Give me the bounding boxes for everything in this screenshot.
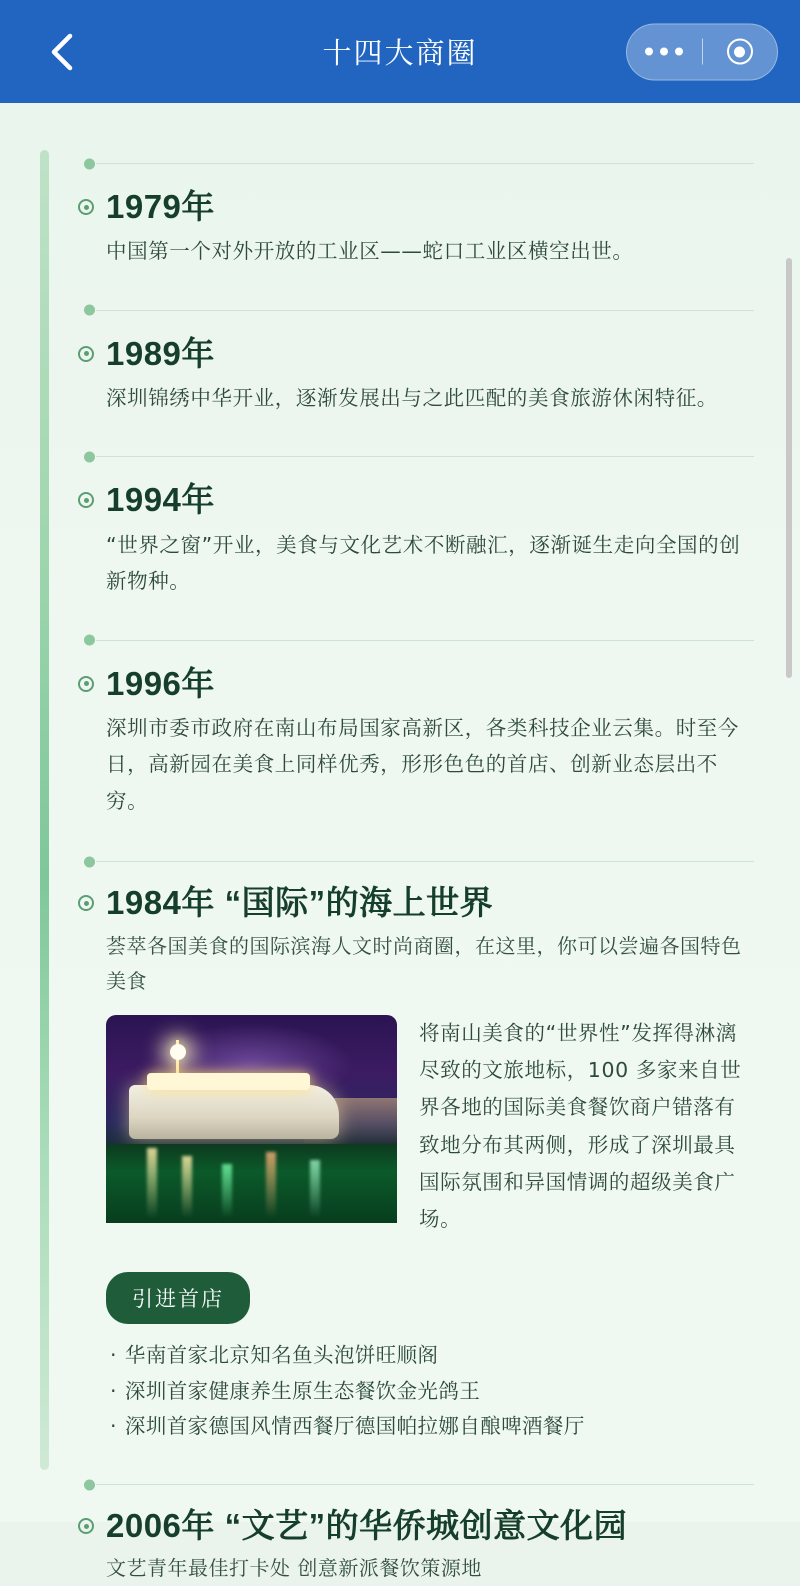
chevron-left-icon [49,32,75,72]
timeline-marker-icon [78,895,94,911]
timeline-body: 深圳市委市政府在南山布局国家高新区，各类科技企业云集。时至今日，高新园在美食上同样优秀，形形色色的首店、创新业态层出不穷。 [106,715,739,813]
timeline-entry [78,310,754,417]
back-button[interactable] [42,32,82,72]
timeline-marker-icon [78,676,94,692]
timeline-year: 1989年 [106,334,215,372]
page-scrollbar[interactable] [786,258,792,678]
timeline-body: 深圳锦绣中华开业，逐渐发展出与之此匹配的美食旅游休闲特征。 [106,385,718,410]
timeline-list [78,103,754,1586]
timeline-divider [96,456,754,457]
more-dots-icon[interactable] [627,48,702,56]
timeline-entry [78,640,754,820]
page-title: 十四大商圈 [322,38,478,70]
timeline-entry-header [78,1505,754,1546]
timeline-marker-icon [78,199,94,215]
page-content [0,103,800,1581]
intro-first-store-tag: 引进首店 [106,1272,250,1324]
timeline-entry-featured [78,861,754,1444]
timeline-entry [78,163,754,270]
list-item: · 华南首家北京知名鱼头泡饼旺顺阁 [110,1338,754,1373]
timeline-entry-header [78,333,754,374]
timeline-divider [96,163,754,164]
timeline-body: “世界之窗”开业，美食与文化艺术不断融汇，逐渐诞生走向全国的创新物种。 [106,532,741,594]
list-item: · 深圳首家德国风情西餐厅德国帕拉娜自酿啤酒餐厅 [110,1409,754,1444]
timeline-entry-header [78,186,754,227]
timeline-year: 1979年 [106,188,215,225]
timeline-divider [96,861,754,862]
sea-world-photo[interactable] [106,1015,397,1223]
timeline-subtitle: 文艺青年最佳打卡处 创意新派餐饮策源地 [106,1556,482,1581]
timeline-year: 1996年 [106,664,215,702]
list-item: · 深圳首家健康养生原生态餐饮金光鸽王 [110,1374,754,1409]
timeline-media-row [106,1015,754,1239]
first-store-list [110,1338,754,1444]
timeline-year: 1984年 “国际”的海上世界 [106,884,494,922]
target-circle-icon[interactable] [703,39,778,65]
timeline-marker-icon [78,1518,94,1534]
navigation-bar [0,0,800,103]
timeline-entry-header [78,479,754,520]
timeline-marker-icon [78,346,94,362]
timeline-media-text: 将南山美食的“世界性”发挥得淋漓尽致的文旅地标，100 多家来自世界各地的国际美食餐饮商户错落有致地分布其两侧，形成了深圳最具国际氛围和异国情调的超级美食广场。 [419,1020,742,1232]
timeline-gradient-bar [40,150,49,1470]
timeline-divider [96,1484,754,1485]
timeline-entry-header [78,663,754,704]
timeline-subtitle: 荟萃各国美食的国际滨海人文时尚商圈，在这里，你可以尝遍各国特色美食 [106,933,742,993]
timeline-year: 2006年 “文艺”的华侨城创意文化园 [106,1507,628,1545]
mini-program-capsule[interactable] [626,23,778,80]
timeline-divider [96,310,754,311]
timeline-year: 1994年 [106,481,215,519]
timeline-entry-header [78,882,754,923]
timeline-divider [96,640,754,641]
timeline-entry [78,1484,754,1586]
timeline-marker-icon [78,492,94,508]
timeline-entry [78,456,754,599]
timeline-body: 中国第一个对外开放的工业区——蛇口工业区横空出世。 [106,239,634,264]
